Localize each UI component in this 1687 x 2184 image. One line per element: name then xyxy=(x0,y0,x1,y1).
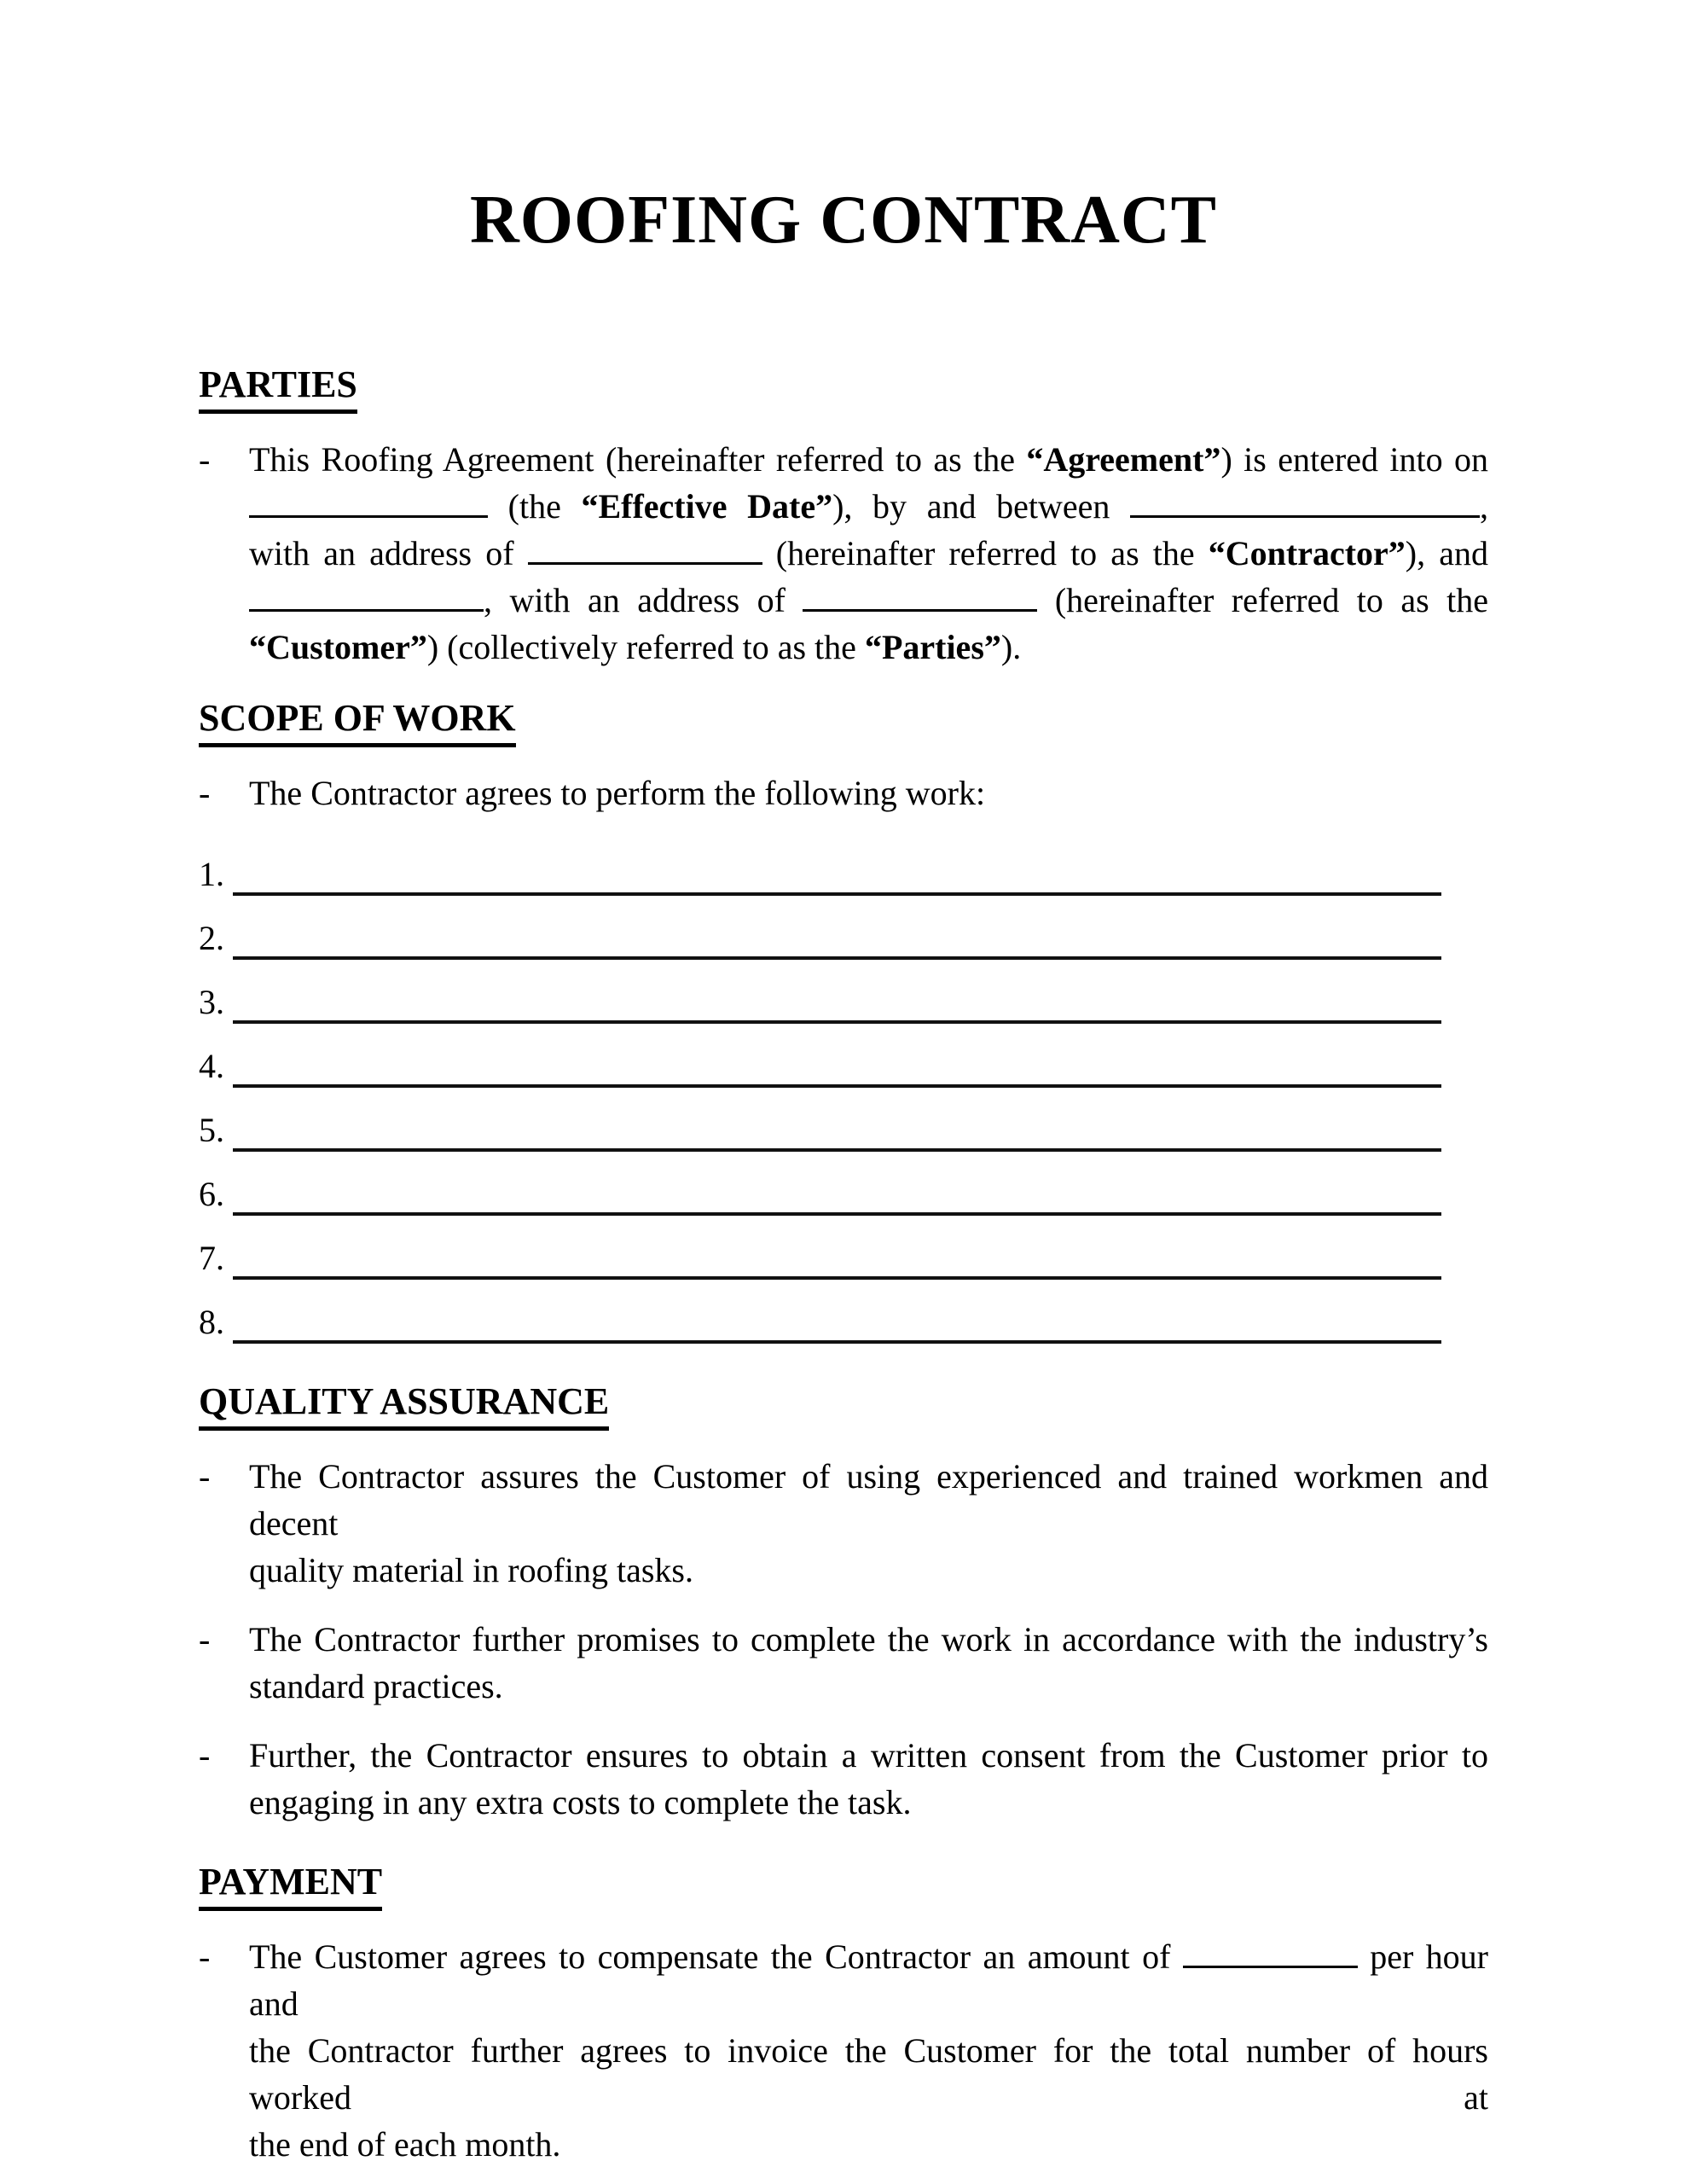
contract-page xyxy=(0,181,1687,2184)
text-segment: quality material in roofing tasks. xyxy=(249,1550,693,1589)
work-item-blank-line[interactable] xyxy=(233,1212,1441,1216)
work-item-number: 7. xyxy=(199,1238,224,1277)
section-heading-scope xyxy=(199,694,1488,747)
paragraph-line xyxy=(249,1547,1488,1594)
bullet-paragraph xyxy=(249,1933,1488,2168)
bullet-dash: - xyxy=(199,1735,211,1774)
paragraph-line xyxy=(249,530,1488,577)
bullet-item xyxy=(199,436,1488,671)
bullet-paragraph xyxy=(249,436,1488,671)
paragraph-line xyxy=(249,577,1488,624)
fill-in-blank[interactable] xyxy=(1130,483,1480,518)
section-heading-text: PAYMENT xyxy=(199,1858,382,1911)
work-item-blank-line[interactable] xyxy=(233,1020,1441,1024)
fill-in-blank[interactable] xyxy=(249,483,488,518)
section-payment xyxy=(199,1858,1488,2168)
bullet-item xyxy=(199,1616,1488,1710)
text-segment: ) (collectively referred to as the xyxy=(426,627,865,666)
paragraph-line xyxy=(249,1732,1488,1779)
paragraph-line xyxy=(249,1453,1488,1547)
paragraph-line xyxy=(249,624,1488,671)
work-item-blank-line[interactable] xyxy=(233,1084,1441,1088)
bullet-paragraph xyxy=(249,1616,1488,1710)
fill-in-blank[interactable] xyxy=(249,577,484,612)
work-item-number: 4. xyxy=(199,1046,224,1085)
bullet-dash: - xyxy=(199,1619,211,1658)
work-items-list xyxy=(199,834,1441,1345)
work-item-number: 6. xyxy=(199,1174,224,1213)
section-heading-quality xyxy=(199,1378,1488,1431)
text-segment: (hereinafter referred to as the xyxy=(762,533,1209,572)
bullet-item xyxy=(199,1933,1488,2168)
work-item-row xyxy=(199,1217,1441,1281)
work-item-number: 1. xyxy=(199,854,224,893)
paragraph-line xyxy=(249,1933,1488,2027)
paragraph-line xyxy=(249,483,1488,530)
fill-in-blank[interactable] xyxy=(1183,1933,1358,1968)
work-item-row xyxy=(199,1153,1441,1217)
work-item-blank-line[interactable] xyxy=(233,956,1441,960)
section-heading-text: PARTIES xyxy=(199,361,357,414)
bullet-dash: - xyxy=(199,773,211,812)
bullet-item xyxy=(199,1732,1488,1826)
text-segment: ), by and between xyxy=(832,486,1130,526)
text-segment: The Customer agrees to compensate the Contractor an amount of xyxy=(249,1937,1183,1976)
section-quality-assurance xyxy=(199,1378,1488,1826)
bullet-item xyxy=(199,1453,1488,1594)
scope-bullets xyxy=(199,770,1488,816)
document-title: ROOFING CONTRACT xyxy=(469,183,1218,258)
work-item-number: 3. xyxy=(199,982,224,1021)
text-segment: per hour and xyxy=(249,1937,1488,2023)
text-segment: The Contractor further promises to complete the work in accordance with the industry’s xyxy=(249,1619,1488,1658)
text-segment: (hereinafter referred to as the xyxy=(1037,580,1488,619)
work-item-number: 5. xyxy=(199,1110,224,1149)
paragraph-line xyxy=(249,1663,1488,1710)
text-segment: with an address of xyxy=(249,533,528,572)
text-segment: , xyxy=(1480,486,1488,526)
work-item-blank-line[interactable] xyxy=(233,892,1441,896)
bullet-dash: - xyxy=(199,1937,211,1976)
work-item-row xyxy=(199,897,1441,961)
bullet-dash: - xyxy=(199,439,211,479)
text-segment: “Parties” xyxy=(864,627,1001,666)
fill-in-blank[interactable] xyxy=(803,577,1037,612)
text-segment: the end of each month. xyxy=(249,2124,561,2164)
text-segment: Further, the Contractor ensures to obtain a written consent from the Customer prior to xyxy=(249,1735,1488,1774)
text-segment: The Contractor assures the Customer of using experienced and trained workmen and decent xyxy=(249,1456,1488,1542)
section-heading-parties xyxy=(199,361,1488,414)
work-item-blank-line[interactable] xyxy=(233,1340,1441,1344)
bullet-paragraph xyxy=(249,770,1488,816)
work-item-row xyxy=(199,961,1441,1025)
paragraph-line xyxy=(249,1616,1488,1663)
section-scope-of-work xyxy=(199,694,1488,1345)
bullet-dash: - xyxy=(199,1456,211,1496)
work-item-blank-line[interactable] xyxy=(233,1148,1441,1152)
section-heading-payment xyxy=(199,1858,1488,1911)
parties-bullets xyxy=(199,436,1488,671)
section-heading-text: SCOPE OF WORK xyxy=(199,694,516,747)
bullet-paragraph xyxy=(249,1732,1488,1826)
work-item-number: 2. xyxy=(199,918,224,957)
text-segment: “Customer” xyxy=(249,627,427,666)
work-item-row xyxy=(199,1089,1441,1153)
paragraph-line xyxy=(249,770,1488,816)
text-segment: , with an address of xyxy=(484,580,803,619)
paragraph-line xyxy=(249,1779,1488,1826)
work-item-row xyxy=(199,1281,1441,1345)
work-item-row xyxy=(199,1025,1441,1089)
payment-bullets xyxy=(199,1933,1488,2168)
text-segment: “Agreement” xyxy=(1026,439,1221,479)
work-item-number: 8. xyxy=(199,1302,224,1341)
work-item-row xyxy=(199,834,1441,897)
text-segment: “Contractor” xyxy=(1208,533,1406,572)
paragraph-line xyxy=(249,2027,1488,2121)
text-segment: ) is entered into on xyxy=(1220,439,1488,479)
text-segment: ). xyxy=(1000,627,1022,666)
paragraph-line xyxy=(249,2121,1488,2168)
quality-bullets xyxy=(199,1453,1488,1826)
text-segment: This Roofing Agreement (hereinafter referred to as the xyxy=(249,439,1027,479)
work-item-blank-line[interactable] xyxy=(233,1276,1441,1280)
text-segment: (the xyxy=(488,486,582,526)
text-segment: ), and xyxy=(1405,533,1488,572)
text-segment: engaging in any extra costs to complete the task. xyxy=(249,1782,912,1821)
fill-in-blank[interactable] xyxy=(528,530,762,565)
bullet-item xyxy=(199,770,1488,816)
text-segment: The Contractor agrees to perform the following work: xyxy=(249,773,986,812)
text-segment: standard practices. xyxy=(249,1666,503,1705)
text-segment: “Effective Date” xyxy=(581,486,833,526)
bullet-paragraph xyxy=(249,1453,1488,1594)
section-heading-text: QUALITY ASSURANCE xyxy=(199,1378,609,1431)
paragraph-line xyxy=(249,436,1488,483)
text-segment: the Contractor further agrees to invoice the Customer for the total number of hours worked at xyxy=(249,2030,1488,2117)
section-parties xyxy=(199,361,1488,671)
